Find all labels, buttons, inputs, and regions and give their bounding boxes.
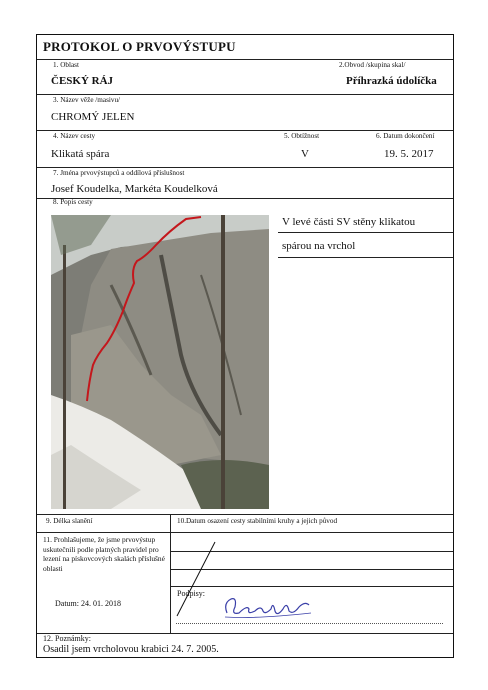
cesta-value: Klikatá spára — [51, 148, 110, 160]
datum-value: Datum: 24. 01. 2018 — [55, 599, 121, 608]
divider — [37, 198, 453, 199]
protocol-form — [36, 34, 454, 658]
form-title: PROTOKOL O PRVOVÝSTUPU — [43, 39, 236, 54]
obtiznost-value: V — [301, 148, 309, 160]
popis-line-2: spárou na vrchol — [282, 240, 356, 252]
oblast-label: 1. Oblast — [53, 61, 79, 69]
divider — [278, 257, 453, 258]
vez-value: CHROMÝ JELEN — [51, 111, 135, 123]
cesta-label: 4. Název cesty — [53, 132, 96, 140]
delka-slaneni-label: 9. Délka slanění — [46, 517, 93, 525]
prvovystupci-label: 7. Jména prvovýstupců a oddílová příslušnost — [53, 169, 185, 177]
handwritten-signature — [217, 591, 317, 623]
divider — [37, 633, 453, 634]
vez-label: 3. Název věže /masivu/ — [53, 96, 121, 104]
podpis-label: Podpisy: — [177, 589, 206, 598]
route-photo — [51, 215, 269, 509]
datum-dokonceni-label: 6. Datum dokončení — [376, 132, 435, 140]
datum-osazeni-label: 10.Datum osazení cesty stabilními kruhy a jejich původ — [177, 517, 338, 525]
prohlaseni-text: 11. Prohlašujeme, že jsme prvovýstup uskutečnili podle platných pravidel pro lezení na pískovcových skalách příslušné oblasti — [43, 535, 165, 573]
prvovystupci-value: Josef Koudelka, Markéta Koudelková — [51, 183, 218, 195]
popis-line-1: V levé části SV stěny klikatou — [282, 216, 416, 228]
obvod-value: Příhrazká údolíčka — [346, 75, 437, 87]
divider — [278, 232, 453, 233]
oblast-value: ČESKÝ RÁJ — [51, 75, 114, 87]
poznamky-value: Osadil jsem vrcholovou krabici 24. 7. 2005. — [43, 644, 219, 655]
divider — [37, 130, 453, 131]
divider — [37, 167, 453, 168]
popis-label: 8. Popis cesty — [53, 198, 93, 206]
divider — [37, 59, 453, 60]
signature-line — [176, 623, 443, 624]
datum-dokonceni-value: 19. 5. 2017 — [384, 148, 434, 160]
poznamky-label: 12. Poznámky: — [43, 634, 91, 643]
obvod-label: 2.Obvod /skupina skal/ — [339, 61, 406, 69]
obtiznost-label: 5. Obtížnost — [284, 132, 320, 140]
divider — [37, 514, 453, 515]
divider — [37, 94, 453, 95]
